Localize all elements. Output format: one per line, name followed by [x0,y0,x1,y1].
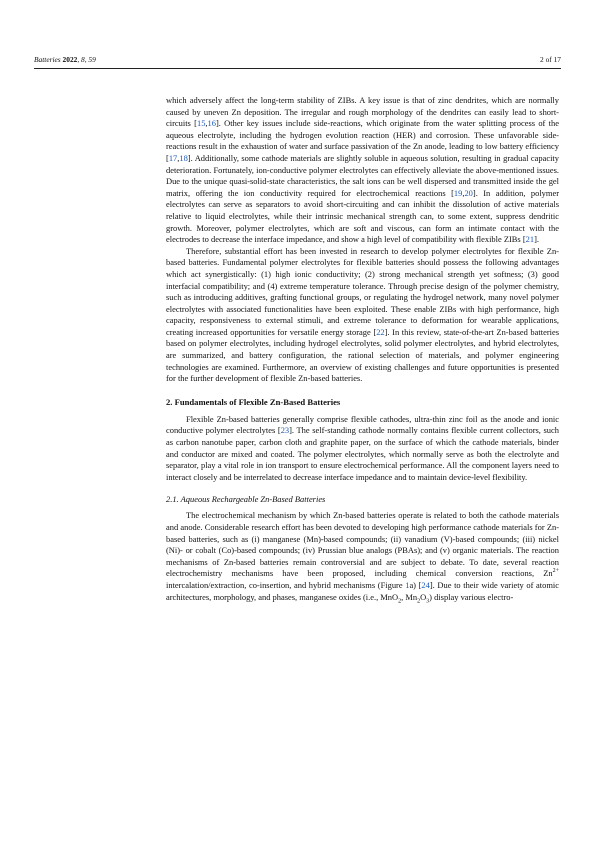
text-run: ]. Additionally, some cathode materials are slightly soluble in aqueous solution, resulting in gradual capacity deterioration. Fortunately, ion-conductive polymer electrolytes can effectively alleviate the above-mentioned issues. Due to the unique quasi-solid-state characteristics, the salt ions can be well dispersed and transmitted inside the gel matrix, offering the ion conductivity required for electrochemical reactions [ [166,152,559,198]
page-number: 2 of 17 [540,55,561,64]
citation-link[interactable]: 20 [464,187,473,198]
citation-link[interactable]: 21 [525,234,535,245]
citation-link[interactable]: 22 [376,326,385,337]
text-run: a) [ [409,579,422,590]
text-run: ]. Due to their wide variety of atomic architectures, morphology, and phases, manganese oxides (i.e., MnO [166,579,559,602]
journal-volume: , 8, 59 [77,55,96,64]
text-run: , Mn [401,591,418,602]
text-run: , [205,118,208,129]
citation-link[interactable]: 18 [179,152,188,163]
subscript: 2 [398,598,402,605]
citation-link[interactable]: 17 [168,152,178,163]
text-run: ]. Other key issues include side-reactions, which originate from the water splitting process of the aqueous electrolyte, including the hydrogen evolution reaction (HER) and corrosion. These unfavorable side-reactions result in the exhaustion of water and surface passivation of the Zn anode, leading to low battery efficiency [ [166,118,559,163]
text-run: O [420,591,427,602]
text-run: Therefore, substantial effort has been invested in research to develop polymer electrolytes for flexible Zn-based batteries. Fundamental polymer electrolytes for flexible batteries should possess the following advantages which act synergistically: (1) high ionic conductivity; (2) strong mechanical strength yet softness; (3) good interfacial compatibility; and (4) extreme temperature tolerance. Through precise design of the polymer chemistry, such as introducing additives, grafting functional groups, or regulating the hydrogel network, many novel polymer electrolytes with associated functionalities have been exploited. These enable ZIBs with high performance, high capacity, responsiveness to external stimuli, and extreme tolerance to deformation for wearable applications, creating increased opportunities for versatile energy storage [ [166,245,559,337]
figure-link[interactable]: 1 [405,579,410,590]
citation-link[interactable]: 15 [196,118,206,129]
journal-year: 2022 [62,55,78,64]
text-run: Flexible Zn-based batteries generally comprise flexible cathodes, ultra-thin zinc foil as the anode and ionic conductive polymer electrolytes [ [166,413,559,436]
journal-name: Batteries [34,55,61,64]
running-header [34,54,561,69]
section-heading: 2. Fundamentals of Flexible Zn-Based Batteries [166,396,341,407]
subscript: 2 [417,598,421,605]
citation-link[interactable]: 24 [421,579,430,590]
text-run: which adversely affect the long-term stability of ZIBs. A key issue is that of zinc dendrites, which are normally caused by uneven Zn deposition. The irregular and rough morphology of the dendrites can easily lead to short-circuits [ [166,95,559,129]
text-run: ) display various electro- [429,591,514,602]
citation-link[interactable]: 19 [453,187,463,198]
text-run: , [177,152,180,163]
citation-link[interactable]: 23 [280,425,290,436]
citation-link[interactable]: 16 [207,118,216,129]
paragraph-mechanisms [166,510,559,603]
text-run: ]. The self-standing cathode normally contains flexible current collectors, such as carbon nanotube paper, carbon cloth and graphite paper, on the surface of which the cathode materials, binder and conductor are mixed and coated. The polymer electrolytes, which normally serve as both the electrolyte and separator, play a vital role in ion transport to ensure electrochemical performance. All the component layers need to interact closely and be interrelated to decrease interface impedance and to maintain device-level flexibility. [166,425,559,482]
journal-citation [34,55,96,65]
text-run: The electrochemical mechanism by which Zn-based batteries operate is related to both the cathode materials and anode. Considerable research effort has been devoted to developing high performance cathode materials for Zn-based batteries, such as (i) manganese (Mn)-based compounds; (ii) vanadium (V)-based compounds; (iii) nickel (Ni)- or cobalt (Co)-based compounds; (iv) Prussian blue analogs (PBAs); and (v) organic materials. The reaction mechanisms of Zn-based batteries remain controversial and are subject to debate. To date, several reaction electrochemistry mechanisms have been proposed, including chemical conversion reactions, Zn [166,510,559,579]
subsection-heading: 2.1. Aqueous Rechargeable Zn-Based Batteries [166,494,326,505]
text-run: ]. In addition, polymer electrolytes can serve as separators to avoid short-circuiting and can inhibit the dissolution of active materials relative to liquid electrolytes, while their intrinsic mechanical strength can, to some extent, suppress dendritic growth. Moreover, polymer electrolytes, which are soft and viscous, can form an intimate contact with the electrodes to decrease the interface impedance, and show a high level of compatibility with flexible ZIBs [ [166,187,560,245]
text-run: , [462,187,465,198]
subscript: 3 [426,598,430,605]
text-run: ]. In this review, state-of-the-art Zn-based batteries based on polymer electrolytes, including hydrogel electrolytes, solid polymer electrolytes, and hybrid electrolytes, are summarized, and battery configuration, the rational selection of materials, and polymer engineering technologies are examined. Furthermore, an overview of existing challenges and future opportunities is presented for the further development of flexible Zn-based batteries. [166,326,559,384]
superscript: 2+ [552,568,559,575]
article-body [166,95,559,603]
text-run: ]. [534,234,539,245]
paragraph-fundamentals [166,414,559,484]
paragraph-zib-challenges [166,95,559,246]
paragraph-review-scope [166,246,559,385]
text-run: intercalation/extraction, co-insertion, and hybrid mechanisms (Figure [166,579,406,590]
